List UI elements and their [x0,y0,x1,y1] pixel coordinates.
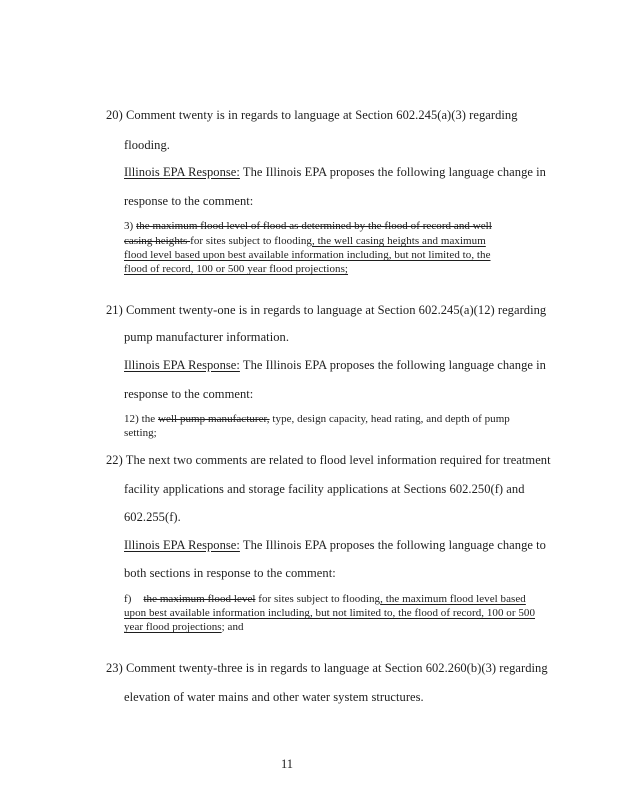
item-20-amendment-line-2: casing heights for sites subject to flooding, the well casing heights and maximum [124,235,486,247]
item-20-comment-line-1: 20) Comment twenty is in regards to language at Section 602.245(a)(3) regarding [106,108,518,122]
response-label: Illinois EPA Response: [124,358,240,372]
response-label: Illinois EPA Response: [124,165,240,179]
item-21-comment-line-2: pump manufacturer information. [124,330,289,344]
item-22-comment-line-2: facility applications and storage facility applications at Sections 602.250(f) and [124,482,525,496]
item-20-amendment-line-3: flood level based upon best available information including, but not limited to, the [124,249,491,261]
item-23-comment-line-1: 23) Comment twenty-three is in regards to language at Section 602.260(b)(3) regarding [106,661,548,675]
deleted-text: casing heights [124,235,191,247]
item-21-amendment-line-2: setting; [124,427,157,439]
item-22-number: 22) [106,453,123,467]
item-22-amendment-line-1: f) the maximum flood level for sites subject to flooding, the maximum flood level based [124,593,526,605]
item-20-comment-line-2: flooding. [124,138,170,152]
page-number: 11 [281,757,294,771]
item-21-response-line-1: Illinois EPA Response: The Illinois EPA proposes the following language change in [124,358,546,372]
deleted-text: well pump manufacturer, [158,413,270,425]
item-21-amendment-line-1: 12) the well pump manufacturer, type, design capacity, head rating, and depth of pump [124,413,510,425]
item-23-number: 23) [106,661,123,675]
item-22-amendment-line-2: upon best available information including, but not limited to, the flood of record, 100 or 500 [124,607,536,619]
item-21-comment-line-1: 21) Comment twenty-one is in regards to language at Section 602.245(a)(12) regarding [106,303,547,317]
item-21-number: 21) [106,303,123,317]
item-21-response-line-2: response to the comment: [124,387,254,401]
item-20-amendment-line-4: flood of record, 100 or 500 year flood projections; [124,263,349,275]
item-20-amendment-line-1: 3) the maximum flood level of flood as determined by the flood of record and well [124,220,492,232]
deleted-text: the maximum flood level [143,593,256,605]
item-22-comment-line-3: 602.255(f). [124,510,181,524]
item-22-comment-line-1: 22) The next two comments are related to flood level information required for treatment [106,453,551,467]
item-20-number: 20) [106,108,123,122]
item-23-comment-line-2: elevation of water mains and other water system structures. [124,690,424,704]
deleted-text: the maximum flood level of flood as determined by the flood of record and well [136,220,492,232]
response-label: Illinois EPA Response: [124,538,240,552]
item-22-amendment-line-3: year flood projections; and [124,621,244,633]
inserted-text: , the well casing heights and maximum [311,235,486,247]
item-22-response-line-2: both sections in response to the comment: [124,566,336,580]
inserted-text: , the maximum flood level based [380,593,526,605]
item-22-response-line-1: Illinois EPA Response: The Illinois EPA proposes the following language change to [124,538,546,552]
item-20-response-line-2: response to the comment: [124,194,254,208]
inserted-text: year flood projections [124,621,222,633]
item-20-response-line-1: Illinois EPA Response: The Illinois EPA proposes the following language change in [124,165,546,179]
